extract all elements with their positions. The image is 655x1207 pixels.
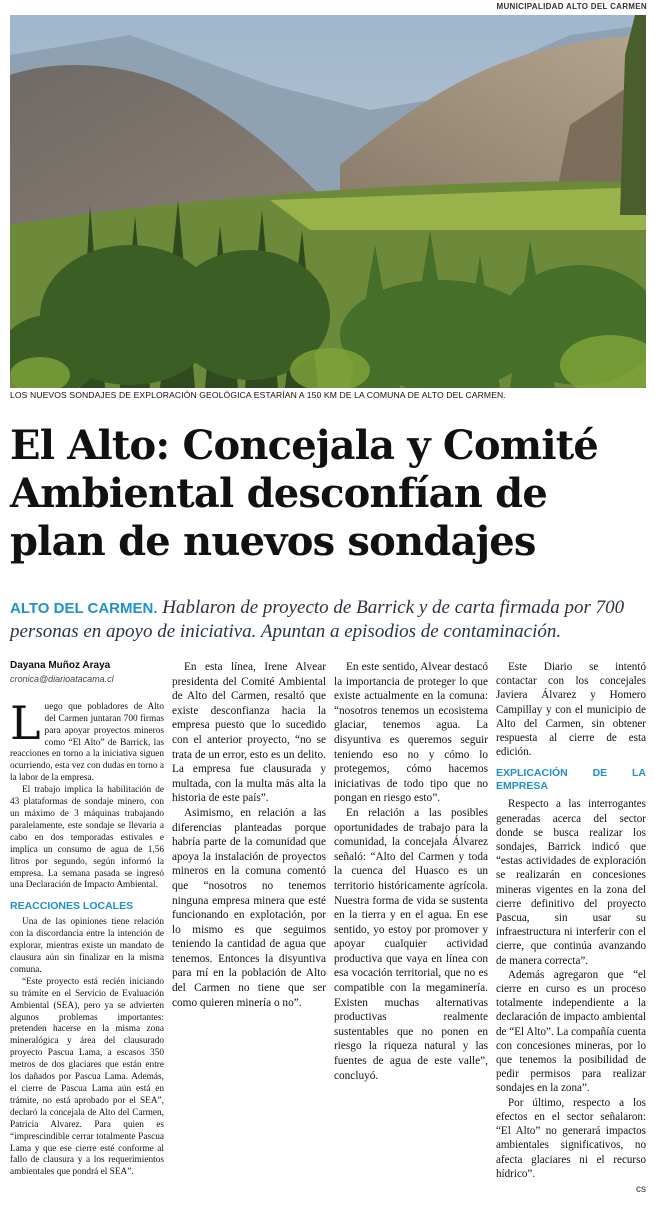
deck	[10, 596, 646, 643]
paragraph: En relación a las posibles oportunidades de trabajo para la comunidad, la concejala Álvarez señaló: “Alto del Carmen y toda la cuenca del Huasco es un territorio históricamente agrícola. Nuestra forma de vida se sustenta en la tierra y en el agua. En ese sentido, yo estoy por promover y apoyar cualquier actividad productiva que vaya en línea con esa vocación territorial, que no es compatible con la megaminería. Existen muchas alternativas productivas realmente sustentables que no ponen en riesgo la riqueza natural y las fuentes de agua de este valle”, concluyó.	[334, 806, 488, 1082]
paragraph: En esta línea, Irene Alvear presidenta del Comité Ambiental de Alto del Carmen, resaltó que existe desconfianza hacia la empresa puesto que lo sucedido con el anterior proyecto, “no se trata de un error, esto es un delito. La empresa fue clausurada y multada, con la multa más alta la historia de este país”.	[172, 661, 326, 805]
drop-cap: L	[10, 695, 41, 750]
paragraph: El trabajo implica la habilitación de 43 plataformas de sondaje minero, con un máximo de 3 máquinas trabajando paralelamente, este sondaje se llevaría a cabo en dos temporadas estivales e implica un consumo de agua de 1,56 litros por segundo, según informó la empresa. La semana pasada se ingresó una Declaración de Impacto Ambiental.	[10, 785, 164, 891]
paragraph: Por último, respecto a los efectos en el sector señalaron: “El Alto” no generará impactos ambientales significativos, no afecta glaciares ni el recurso hídrico”.	[496, 1096, 646, 1180]
paragraph: Asimismo, en relación a las diferencias planteadas porque habría parte de la comunidad que apoya la instalación de proyectos mineros en la comuna comentó que “nosotros no tenemos ninguna empresa minera que esté funcionando en explotación, por lo mismo es que seguimos teniendo la cantidad de agua que tenemos. Entonces la disyuntiva para mí en la población de Alto del Carmen no tiene que ser como quieren minería o no”.	[172, 806, 326, 1009]
byline-email: cronica@diarioatacama.cl	[10, 673, 114, 684]
paragraph: Además agregaron que “el cierre en curso es un proceso totalmente independiente a la declaración de impacto ambiental de “El Alto”. La compañía cuenta con concesiones mineras, por lo que tenemos la posibilidad de pedir permisos para realizar sondajes en la zona”.	[496, 968, 646, 1095]
photo-caption: LOS NUEVOS SONDAJES DE EXPLORACIÓN GEOLÓGICA ESTARÍAN A 150 KM DE LA COMUNA DE ALTO DEL CARMEN.	[10, 390, 506, 400]
end-mark-icon: cs	[636, 1183, 646, 1195]
paragraph: En este sentido, Alvear destacó la importancia de proteger lo que existe actualmente en la comuna: “nosotros tenemos un ecosistema glaciar, tenemos agua. La disyuntiva es queremos seguir teniendo eso no y cómo lo protegemos, cómo hacemos iniciativas de todo tipo que no pongan en riesgo esto”.	[334, 661, 488, 805]
section-header: MUNICIPALIDAD ALTO DEL CARMEN	[496, 2, 647, 11]
deck-kicker: ALTO DEL CARMEN.	[10, 600, 158, 617]
subhead-explicacion: EXPLICACIÓN DE LA EMPRESA	[496, 767, 646, 793]
valley-landscape-image	[10, 15, 646, 388]
article-column-3	[334, 660, 488, 1083]
deck-text: Hablaron de proyecto de Barrick y de carta firmada por 700 personas en apoyo de iniciativa. Apuntan a episodios de contaminación.	[10, 597, 625, 642]
paragraph-lead	[10, 695, 164, 785]
article-column-4	[496, 660, 646, 1197]
subhead-reacciones: REACCIONES LOCALES	[10, 900, 134, 913]
article-column-1	[10, 660, 164, 1179]
byline-author: Dayana Muñoz Araya	[10, 660, 111, 671]
valley-photo	[10, 15, 646, 388]
paragraph: “Este proyecto está recién iniciando su trámite en el Servicio de Evaluación Ambiental (SEA), pero ya se advierten algunos problemas importantes: pretenden hacerse en la misma zona mineralógica y área del clausurado proyecto Pascua Lama, a escasos 350 metros de dos glaciares que están entre los dañados por Pascua Lama. Además, el cierre de Pascua Lama aún está en trámite, no está aprobado por el SEA”, declaró la concejala de Alto del Carmen, Patricia Alvarez. Para quien es “imprescindible cerrar totalmente Pascua Lama y que ese cierre esté conforme al fallo de clausura y a los requerimientos ambientales que pondrá el SEA”.	[10, 976, 164, 1178]
paragraph: Este Diario se intentó contactar con los concejales Javiera Álvarez y Homero Campillay y con el municipio de Alto del Carmen, sin obtener respuesta al cierre de esta edición.	[496, 661, 646, 759]
headline: El Alto: Concejala y Comité Ambiental desconfían de plan de nuevos sondajes	[10, 422, 599, 565]
paragraph: Una de las opiniones tiene relación con la discordancia entre la intención de explorar, mientras existe un mandato de clausura aún sin finalizar en la misma comuna.	[10, 917, 164, 975]
article-column-2	[172, 660, 326, 1010]
paragraph-lead-text: uego que pobladores de Alto del Carmen juntaran 700 firmas para apoyar proyectos mineros como “El Alto” de Barrick, las reacciones en torno a la iniciativa siguen ocurriendo, esta vez con dudas en torno a la labor de la empresa.	[10, 701, 164, 784]
paragraph: Respecto a las interrogantes generadas acerca del sector donde se busca realizar los sondajes, Barrick indicó que “estas actividades de exploración se realizarán en concesiones mineras vigentes en la zona del cierre definitivo del proyecto Pascua, sin usar su infraestructura ni interferir con el cierre, que continúa avanzando de manera correcta”.	[496, 798, 646, 967]
